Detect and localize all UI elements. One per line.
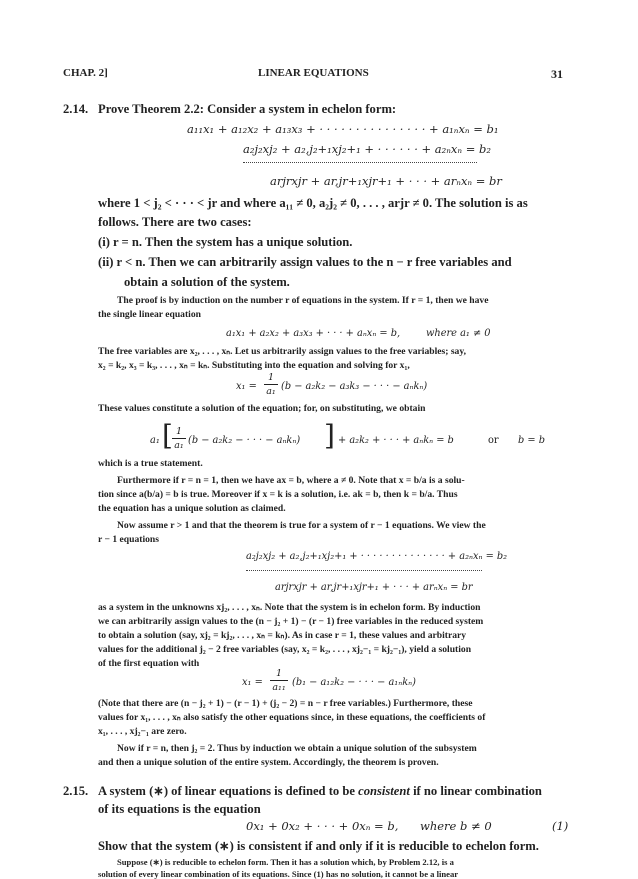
equation-tag-1: (1) [552,819,569,833]
definition-suffix: if no linear combination [413,784,542,798]
page-number: 31 [551,67,563,81]
case-r-equals-n-line-1: Furthermore if r = n = 1, then we have ax = b, where a ≠ 0. Note that x = b/a is a solu- [117,475,465,486]
induction-line-1: Now assume r > 1 and that the theorem is true for a system of r − 1 equations. We view the [117,520,486,531]
substitution-fraction [172,426,186,451]
fraction-numerator: 1 [270,668,288,681]
single-equation-condition: where a₁ ≠ 0 [426,328,491,339]
proof-215-line-1: Suppose (∗) is reducible to echelon form. Then it has a solution which, by Problem 2.12, is a [117,857,454,867]
substitution-identity: b = b [518,435,545,446]
case-two-line-1: (ii) r < n. Then we can arbitrarily assign values to the n − r free variables and [98,255,512,269]
free-variables-line-2: x₂ = k₂, x₃ = k₃, . . . , xₙ = kₙ. Substituting into the equation and solving for x₁, [98,360,410,371]
chapter-label: CHAP. 2] [63,67,108,79]
problem-215-number: 2.15. [63,784,89,798]
defined-term-consistent: consistent [358,784,410,798]
reduced-system-line-2: we can arbitrarily assign values to the (n − j₂ + 1) − (r − 1) free variables in the reduced system [98,616,484,627]
two-cases-line: follows. There are two cases: [98,215,252,229]
problem-214-statement: Prove Theorem 2.2: Consider a system in echelon form: [98,102,397,116]
proof-215-line-2: solution of every linear combination of its equations. Since (1) has no solution, it cannot be a linear [98,869,459,879]
fraction-numerator: 1 [172,426,186,439]
conclusion-line-1: Now if r = n, then j₂ = 2. Thus by induction we obtain a unique solution of the subsystem [117,743,477,754]
free-count-line-2: values for x₁, . . . , xₙ also satisfy the other equations since, in these equations, the coefficients of [98,712,486,723]
left-bracket: [ [162,419,173,452]
x1-solution-fraction [264,372,278,397]
definition-prefix: A system (∗) of linear equations is defined to be [98,784,355,798]
reduced-system-line-5: of the first equation with [98,658,200,669]
conclusion-line-2: and then a unique solution of the entire system. Accordingly, the theorem is proven. [98,757,439,768]
free-variables-line-1: The free variables are x₂, . . . , xₙ. Let us arbitrarily assign values to the free variables; say, [98,346,467,357]
x1-solution-lhs: x₁ = [236,381,257,392]
case-one: (i) r = n. Then the system has a unique solution. [98,235,353,249]
proof-para-2: the single linear equation [98,309,201,320]
problem-214-number: 2.14. [63,102,89,116]
echelon-equation-1: a₁₁x₁ + a₁₂x₂ + a₁₃x₃ + · · · · · · · · · · · · · · · + a₁ₙxₙ = b₁ [187,122,499,136]
problem-215-line-1 [98,785,542,798]
x1-first-equation-rhs: (b₁ − a₁₂k₂ − · · · − a₁ₙkₙ) [292,677,416,688]
substitution-inner: (b − a₂k₂ − · · · − aₙkₙ) [188,435,301,446]
proof-para-1: The proof is by induction on the number r of equations in the system. If r = 1, then we have [117,295,489,306]
echelon-equation-2: a₂j₂xj₂ + a₂,j₂+₁xj₂+₁ + · · · · · · + a₂ₙxₙ = b₂ [243,142,491,156]
fraction-numerator: 1 [264,372,278,385]
substitution-intro: These values constitute a solution of the equation; for, on substituting, we obtain [98,403,426,414]
substitution-or: or [488,435,499,446]
running-title: LINEAR EQUATIONS [258,67,369,79]
right-bracket: ] [324,419,335,452]
induction-line-2: r − 1 equations [98,534,159,545]
reduced-system-line-3: to obtain a solution (say, xj₂ = kj₂, . . . , xₙ = kₙ). As in case r = 1, these values and arbitrary [98,630,467,641]
true-statement-line: which is a true statement. [98,458,203,469]
case-two-line-2: obtain a solution of the system. [124,275,290,289]
x1-solution-rhs: (b − a₂k₂ − a₃k₃ − · · · − aₙkₙ) [281,381,428,392]
substitution-a1: a₁ [150,435,160,446]
reduced-system-line-1: as a system in the unknowns xj₂, . . . , xₙ. Note that the system is in echelon form. By induction [98,602,481,613]
where-condition-line: where 1 < j₂ < · · · < jr and where a₁₁ ≠ 0, a₂j₂ ≠ 0, . . . , arjr ≠ 0. The solution is as [98,196,528,210]
free-count-line-1: (Note that there are (n − j₂ + 1) − (r − 1) + (j₂ − 2) = n − r free variables.) Furthermore, these [98,698,473,709]
substitution-rest: + a₂k₂ + · · · + aₙkₙ = b [338,435,454,446]
zero-combination-equation: 0x₁ + 0x₂ + · · · + 0xₙ = b, [246,819,399,833]
zero-combination-condition: where b ≠ 0 [420,819,492,833]
free-count-line-3: x₁, . . . , xj₂−₁ are zero. [98,726,187,737]
echelon-equation-r: arjrxjr + ar,jr+₁xjr+₁ + · · · + arₙxₙ = br [270,174,502,188]
fraction-denominator: a₁ [266,386,276,397]
x1-first-equation-fraction [270,668,288,693]
problem-215-claim: Show that the system (∗) is consistent if and only if it is reducible to echelon form. [98,839,539,853]
reduced-system-line-4: values for the additional j₂ − 2 free variables (say, x₂ = k₂, . . . , xj₂−₁ = kj₂−₁), yield a solution [98,644,472,655]
x1-first-equation-lhs: x₁ = [242,677,263,688]
single-linear-equation: a₁x₁ + a₂x₂ + a₃x₃ + · · · + aₙxₙ = b, [226,328,401,339]
case-r-equals-n-line-3: the equation has a unique solution as claimed. [98,503,286,514]
subsystem-equation-r: arjrxjr + ar,jr+₁xjr+₁ + · · · + arₙxₙ = br [275,582,473,593]
case-r-equals-n-line-2: tion since a(b/a) = b is true. Moreover if x = k is a solution, i.e. ak = b, then k = b/a. Thus [98,489,458,500]
fraction-denominator: a₁₁ [272,682,286,693]
fraction-denominator: a₁ [174,440,184,451]
subsystem-equation-1: a₂j₂xj₂ + a₂,j₂+₁xj₂+₁ + · · · · · · · · · · · · · · + a₂ₙxₙ = b₂ [246,551,508,562]
echelon-ellipsis-dots [243,162,477,163]
problem-215-line-2: of its equations is the equation [98,802,261,816]
subsystem-ellipsis-dots [246,570,482,571]
